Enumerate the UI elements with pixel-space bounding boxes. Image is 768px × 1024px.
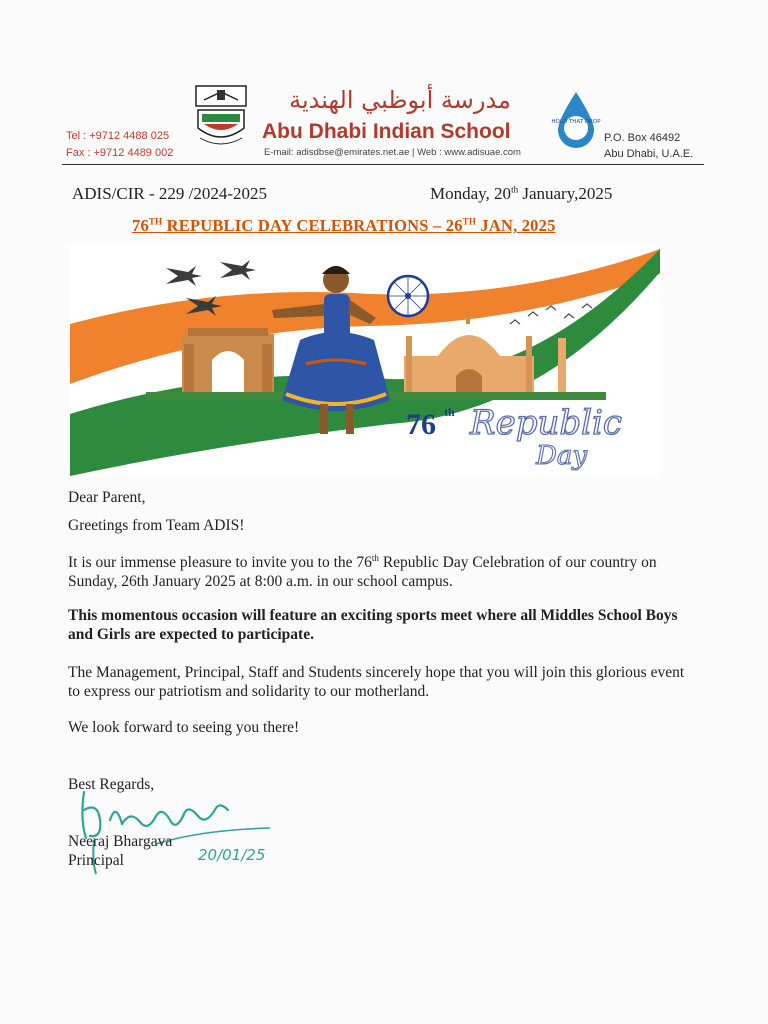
circular-title: 76TH REPUBLIC DAY CELEBRATIONS – 26TH JAN, 2025 <box>132 216 556 235</box>
school-crest-logo <box>194 84 248 154</box>
email-web-line: E-mail: adisdbse@emirates.net.ae | Web : www.adisuae.com <box>264 147 521 158</box>
signatory-name: Neeraj Bhargava <box>68 833 173 850</box>
banner-number-sup: th <box>444 405 455 419</box>
paragraph-sports-meet: This momentous occasion will feature an exciting sports meet where all Middles School Boys and Girls are expected to participate. <box>68 607 678 643</box>
ashoka-chakra-icon <box>388 276 428 316</box>
school-name-arabic: مدرسة أبوظبي الهندية <box>289 86 511 114</box>
po-box: P.O. Box 46492 <box>604 132 681 144</box>
banner-word-day: Day <box>536 441 588 471</box>
letterhead-divider <box>62 164 704 165</box>
circular-date: Monday, 20th January,2025 <box>430 184 613 203</box>
letterhead-fax: Fax : +9712 4489 002 <box>66 147 174 159</box>
paragraph-invitation: It is our immense pleasure to invite you to the 76th Republic Day Celebration of our country on Sunday, 26th January 2025 at 8:00 a.m. in our school campus. <box>68 553 657 591</box>
banner-word-republic: Republic <box>470 403 622 443</box>
letterhead-tel: Tel : +9712 4488 025 <box>66 130 170 142</box>
banner-number: 76 <box>406 408 436 441</box>
salutation: Dear Parent, <box>68 489 146 506</box>
closing-regards: Best Regards, <box>68 776 155 793</box>
city: Abu Dhabi, U.A.E. <box>604 148 694 160</box>
water-drop-logo <box>551 90 601 150</box>
signature-date: 20/01/25 <box>198 846 266 864</box>
republic-day-banner <box>70 244 660 476</box>
india-gate-icon <box>182 328 274 394</box>
drop-logo-text: HOLD THAT DROP <box>551 119 601 125</box>
signatory-title: Principal <box>68 852 124 869</box>
school-name: Abu Dhabi Indian School <box>262 120 511 143</box>
greeting: Greetings from Team ADIS! <box>68 517 245 534</box>
paragraph-closing-line: We look forward to seeing you there! <box>68 719 300 736</box>
circular-reference: ADIS/CIR - 229 /2024-2025 <box>72 184 268 203</box>
paragraph-hope: The Management, Principal, Staff and Students sincerely hope that you will join this glorious event to express our patriotism and solidarity to our motherland. <box>68 664 685 700</box>
